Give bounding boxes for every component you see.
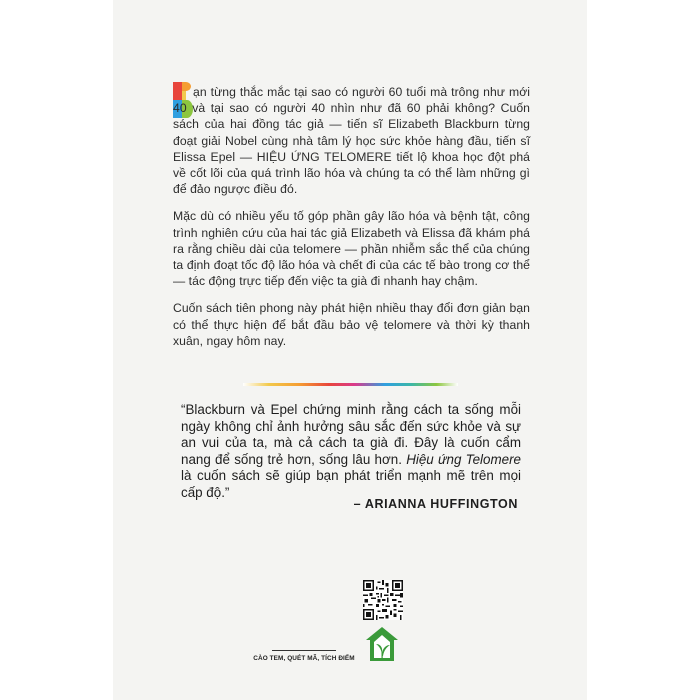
blurb-text <box>173 84 530 360</box>
scan-label-divider <box>272 650 336 651</box>
scan-label: CÀO TEM, QUÉT MÃ, TÍCH ĐIỂM <box>253 655 355 662</box>
quote-text-end: là cuốn sách sẽ giúp bạn phát triển mạnh mẽ trên mọi cấp độ.” <box>181 468 521 500</box>
blurb-paragraph-1: ạn từng thắc mắc tại sao có người 60 tuổi mà trông như mới 40 và tại sao có người 40 nhìn như đã 60 phải không? Cuốn sách của hai đồng tác giả — tiến sĩ Elizabeth Blackburn từng đoạt giải Nobel cùng nhà tâm lý học sức khỏe hàng đầu, tiến sĩ Elissa Epel — HIỆU ỨNG TELOMERE tiết lộ khoa học đột phá về cốt lõi của quá trình lão hóa và chúng ta có thể làm những gì để đảo ngược điều đó. <box>173 85 530 197</box>
rainbow-divider <box>243 383 458 386</box>
publisher-house-leaf-icon <box>365 626 399 662</box>
blurb-paragraph-2: Mặc dù có nhiều yếu tố góp phần gây lão hóa và bệnh tật, công trình nghiên cứu của hai tác giả Elizabeth và Elissa đã khám phá ra rằng chiều dài của telomere — phần nhiễm sắc thể của chúng ta định đoạt tốc độ lão hóa và chết đi của các tế bào trong cơ thể — tác động trực tiếp đến việc ta già đi nhanh hay chậm. <box>173 209 530 289</box>
quote-book-title: Hiệu ứng Telomere <box>406 451 521 467</box>
testimonial-quote <box>181 402 521 501</box>
quote-text-start: “Blackburn và Epel chứng minh rằng cách ta sống mỗi ngày không chỉ ảnh hưởng sâu sắc đến sức khỏe và sự an vui của ta, mà cả cách ta già đi. Đây là cuốn cẩm nang để sống trẻ hơn, sống lâu hơn. <box>181 402 521 467</box>
quote-attribution: – ARIANNA HUFFINGTON <box>353 497 518 511</box>
blurb-paragraph-3: Cuốn sách tiên phong này phát hiện nhiều thay đổi đơn giản bạn có thể thực hiện để bắt đầu bảo vệ telomere và thời kỳ thanh xuân, ngay hôm nay. <box>173 301 530 348</box>
qr-code-icon[interactable] <box>363 580 403 620</box>
